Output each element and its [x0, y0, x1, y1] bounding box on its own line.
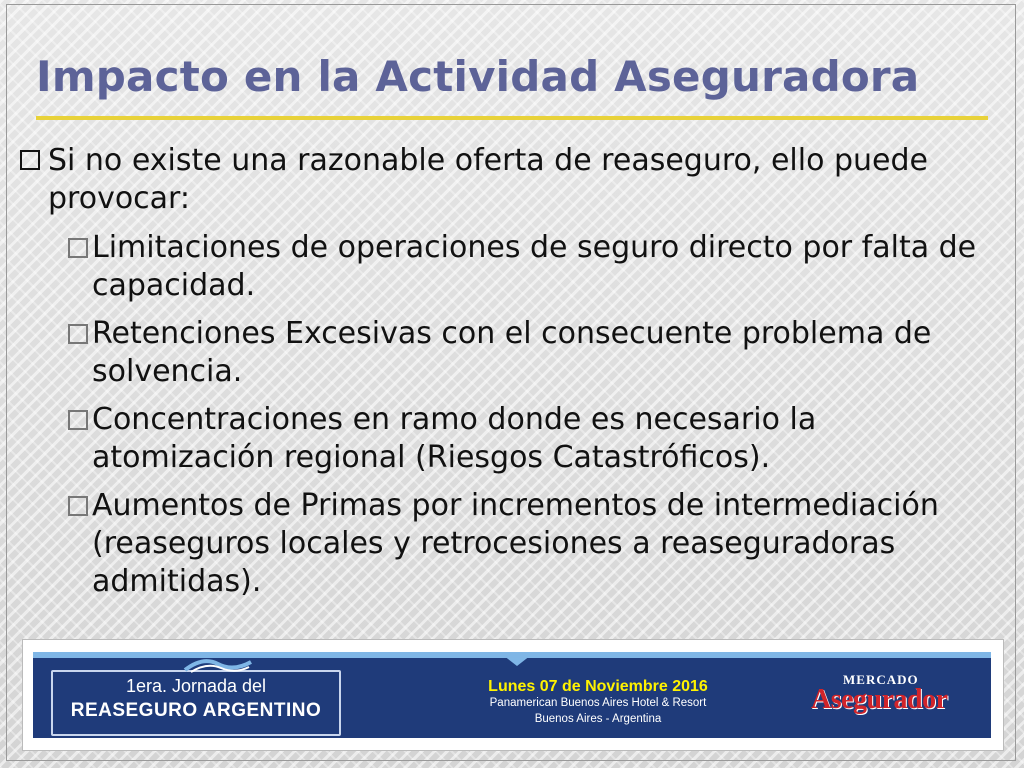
sub-bullet-text: Retenciones Excesivas con el consecuente problema de solvencia. — [92, 316, 932, 389]
event-venue: Panamerican Buenos Aires Hotel & Resort — [489, 697, 707, 709]
event-banner — [22, 639, 1004, 751]
checkbox-bullet-icon — [68, 238, 88, 258]
wave-logo-icon — [183, 656, 253, 674]
title-underline — [36, 116, 988, 120]
sub-bullet-text: Concentraciones en ramo donde es necesario la atomización regional (Riesgos Catastróficos). — [92, 402, 817, 475]
sub-bullet — [18, 401, 1008, 477]
slide-title: Impacto en la Actividad Aseguradora — [36, 52, 920, 101]
slide-content — [18, 142, 1008, 611]
mercado-asegurador-logo — [793, 670, 963, 726]
sub-bullet — [18, 487, 1008, 601]
event-title-line2: REASEGURO ARGENTINO — [70, 700, 322, 721]
checkbox-bullet-icon — [68, 324, 88, 344]
checkbox-bullet-icon — [20, 150, 40, 170]
sub-bullet-text: Limitaciones de operaciones de seguro directo por falta de capacidad. — [92, 230, 977, 303]
event-date: Lunes 07 de Noviembre 2016 — [488, 678, 708, 695]
banner-notch-icon — [499, 652, 535, 666]
event-title-line1: 1era. Jornada del — [125, 676, 267, 696]
main-bullet-text: Si no existe una razonable oferta de reaseguro, ello puede provocar: — [48, 143, 928, 216]
sub-bullet — [18, 315, 1008, 391]
event-banner-body — [33, 652, 991, 738]
checkbox-bullet-icon — [68, 496, 88, 516]
main-bullet — [18, 142, 1008, 218]
logo-main-text: Asegurador — [811, 684, 948, 715]
logo-top-text: MERCADO — [843, 672, 919, 687]
event-location: Buenos Aires - Argentina — [534, 713, 662, 725]
checkbox-bullet-icon — [68, 410, 88, 430]
sub-bullet-text: Aumentos de Primas por incrementos de intermediación (reaseguros locales y retrocesiones a reaseguradoras admitidas). — [92, 488, 939, 599]
sub-bullet — [18, 229, 1008, 305]
